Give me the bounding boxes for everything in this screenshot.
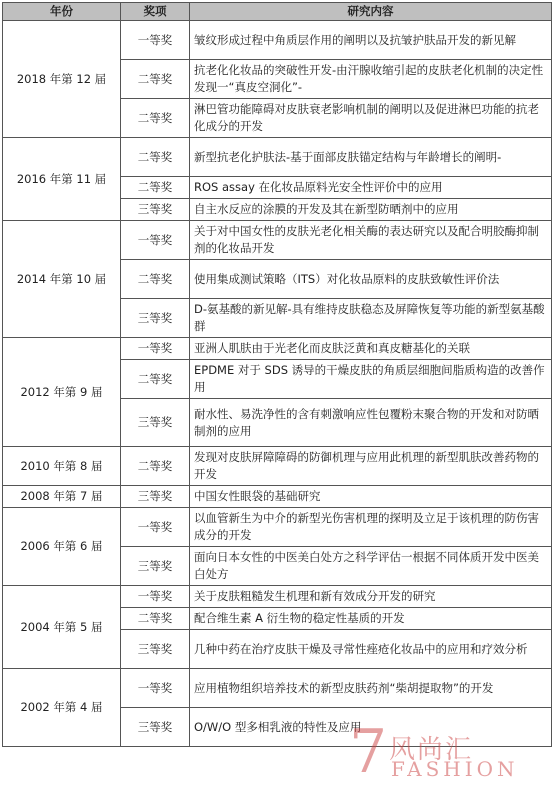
award-cell: 一等奖 (121, 21, 190, 60)
award-cell: 二等奖 (121, 177, 190, 199)
year-cell: 2016 年第 11 届 (3, 138, 121, 221)
content-cell: 关于对中国女性的皮肤光老化相关酶的表达研究以及配合明胶酶抑制剂的化妆品开发 (190, 221, 552, 260)
content-cell: 耐水性、易洗净性的含有刺激响应性包覆粉末聚合物的开发和对防晒制剂的应用 (190, 399, 552, 447)
award-cell: 二等奖 (121, 447, 190, 486)
content-cell: D-氨基酸的新见解-具有维持皮肤稳态及屏障恢复等功能的新型氨基酸群 (190, 299, 552, 338)
table-row (3, 221, 552, 260)
content-cell: O/W/O 型多相乳液的特性及应用 (190, 708, 552, 747)
watermark-mark: 7 (349, 717, 388, 787)
table-header-row (3, 3, 552, 21)
content-cell: 皱纹形成过程中角质层作用的阐明以及抗皱护肤品开发的新见解 (190, 21, 552, 60)
content-cell: 应用植物组织培养技术的新型皮肤药剂“柴胡提取物”的开发 (190, 669, 552, 708)
award-cell: 一等奖 (121, 586, 190, 608)
content-cell: 发现对皮肤屏障障碍的防御机理与应用此机理的新型肌肤改善药物的开发 (190, 447, 552, 486)
year-cell: 2010 年第 8 届 (3, 447, 121, 486)
award-cell: 三等奖 (121, 547, 190, 586)
award-cell: 二等奖 (121, 360, 190, 399)
content-cell: 面向日本女性的中医美白处方之科学评估一根据不同体质开发中医美白处方 (190, 547, 552, 586)
table-row (3, 486, 552, 508)
table-row (3, 508, 552, 547)
content-cell: 配合维生素 A 衍生物的稳定性基质的开发 (190, 608, 552, 630)
award-cell: 一等奖 (121, 669, 190, 708)
content-cell: 关于皮肤粗糙发生机理和新有效成分开发的研究 (190, 586, 552, 608)
content-cell: EPDME 对于 SDS 诱导的干燥皮肤的角质层细胞间脂质构造的改善作用 (190, 360, 552, 399)
watermark-text: 风尚汇 (389, 735, 474, 765)
header-year: 年份 (3, 3, 121, 21)
content-cell: 新型抗老化护肤法-基于面部皮肤锚定结构与年龄增长的阐明- (190, 138, 552, 177)
content-cell: 自主水反应的涂膜的开发及其在新型防晒剂中的应用 (190, 199, 552, 221)
content-cell: 以血管新生为中介的新型光伤害机理的探明及立足于该机理的防伤害成分的开发 (190, 508, 552, 547)
year-cell: 2018 年第 12 届 (3, 21, 121, 138)
content-cell: 中国女性眼袋的基础研究 (190, 486, 552, 508)
content-cell: 亚洲人肌肤由于光老化而皮肤泛黄和真皮糖基化的关联 (190, 338, 552, 360)
award-cell: 一等奖 (121, 508, 190, 547)
content-cell: 几种中药在治疗皮肤干燥及寻常性痤疮化妆品中的应用和疗效分析 (190, 630, 552, 669)
award-cell: 二等奖 (121, 260, 190, 299)
content-cell: 抗老化化妆品的突破性开发-由汗腺收缩引起的皮肤老化机制的决定性发现一“真皮空洞化”- (190, 60, 552, 99)
award-cell: 三等奖 (121, 299, 190, 338)
award-cell: 三等奖 (121, 630, 190, 669)
content-cell: 使用集成测试策略（ITS）对化妆品原料的皮肤致敏性评价法 (190, 260, 552, 299)
table-row (3, 138, 552, 177)
award-cell: 三等奖 (121, 399, 190, 447)
header-content: 研究内容 (190, 3, 552, 21)
award-cell: 一等奖 (121, 338, 190, 360)
year-cell: 2012 年第 9 届 (3, 338, 121, 447)
award-cell: 二等奖 (121, 99, 190, 138)
header-award: 奖项 (121, 3, 190, 21)
award-cell: 三等奖 (121, 486, 190, 508)
award-cell: 三等奖 (121, 708, 190, 747)
award-cell: 一等奖 (121, 221, 190, 260)
year-cell: 2014 年第 10 届 (3, 221, 121, 338)
table-row (3, 669, 552, 708)
year-cell: 2002 年第 4 届 (3, 669, 121, 747)
content-cell: 淋巴管功能障碍对皮肤衰老影响机制的阐明以及促进淋巴功能的抗老化成分的开发 (190, 99, 552, 138)
table-row (3, 586, 552, 608)
award-cell: 三等奖 (121, 199, 190, 221)
year-cell: 2004 年第 5 届 (3, 586, 121, 669)
year-cell: 2008 年第 7 届 (3, 486, 121, 508)
table-row (3, 447, 552, 486)
award-cell: 二等奖 (121, 60, 190, 99)
content-cell: ROS assay 在化妆品原料光安全性评价中的应用 (190, 177, 552, 199)
award-cell: 二等奖 (121, 138, 190, 177)
watermark-sub: FASHION (391, 757, 519, 781)
table-row (3, 338, 552, 360)
year-cell: 2006 年第 6 届 (3, 508, 121, 586)
award-cell: 二等奖 (121, 608, 190, 630)
table-row (3, 21, 552, 60)
awards-table (2, 2, 552, 747)
